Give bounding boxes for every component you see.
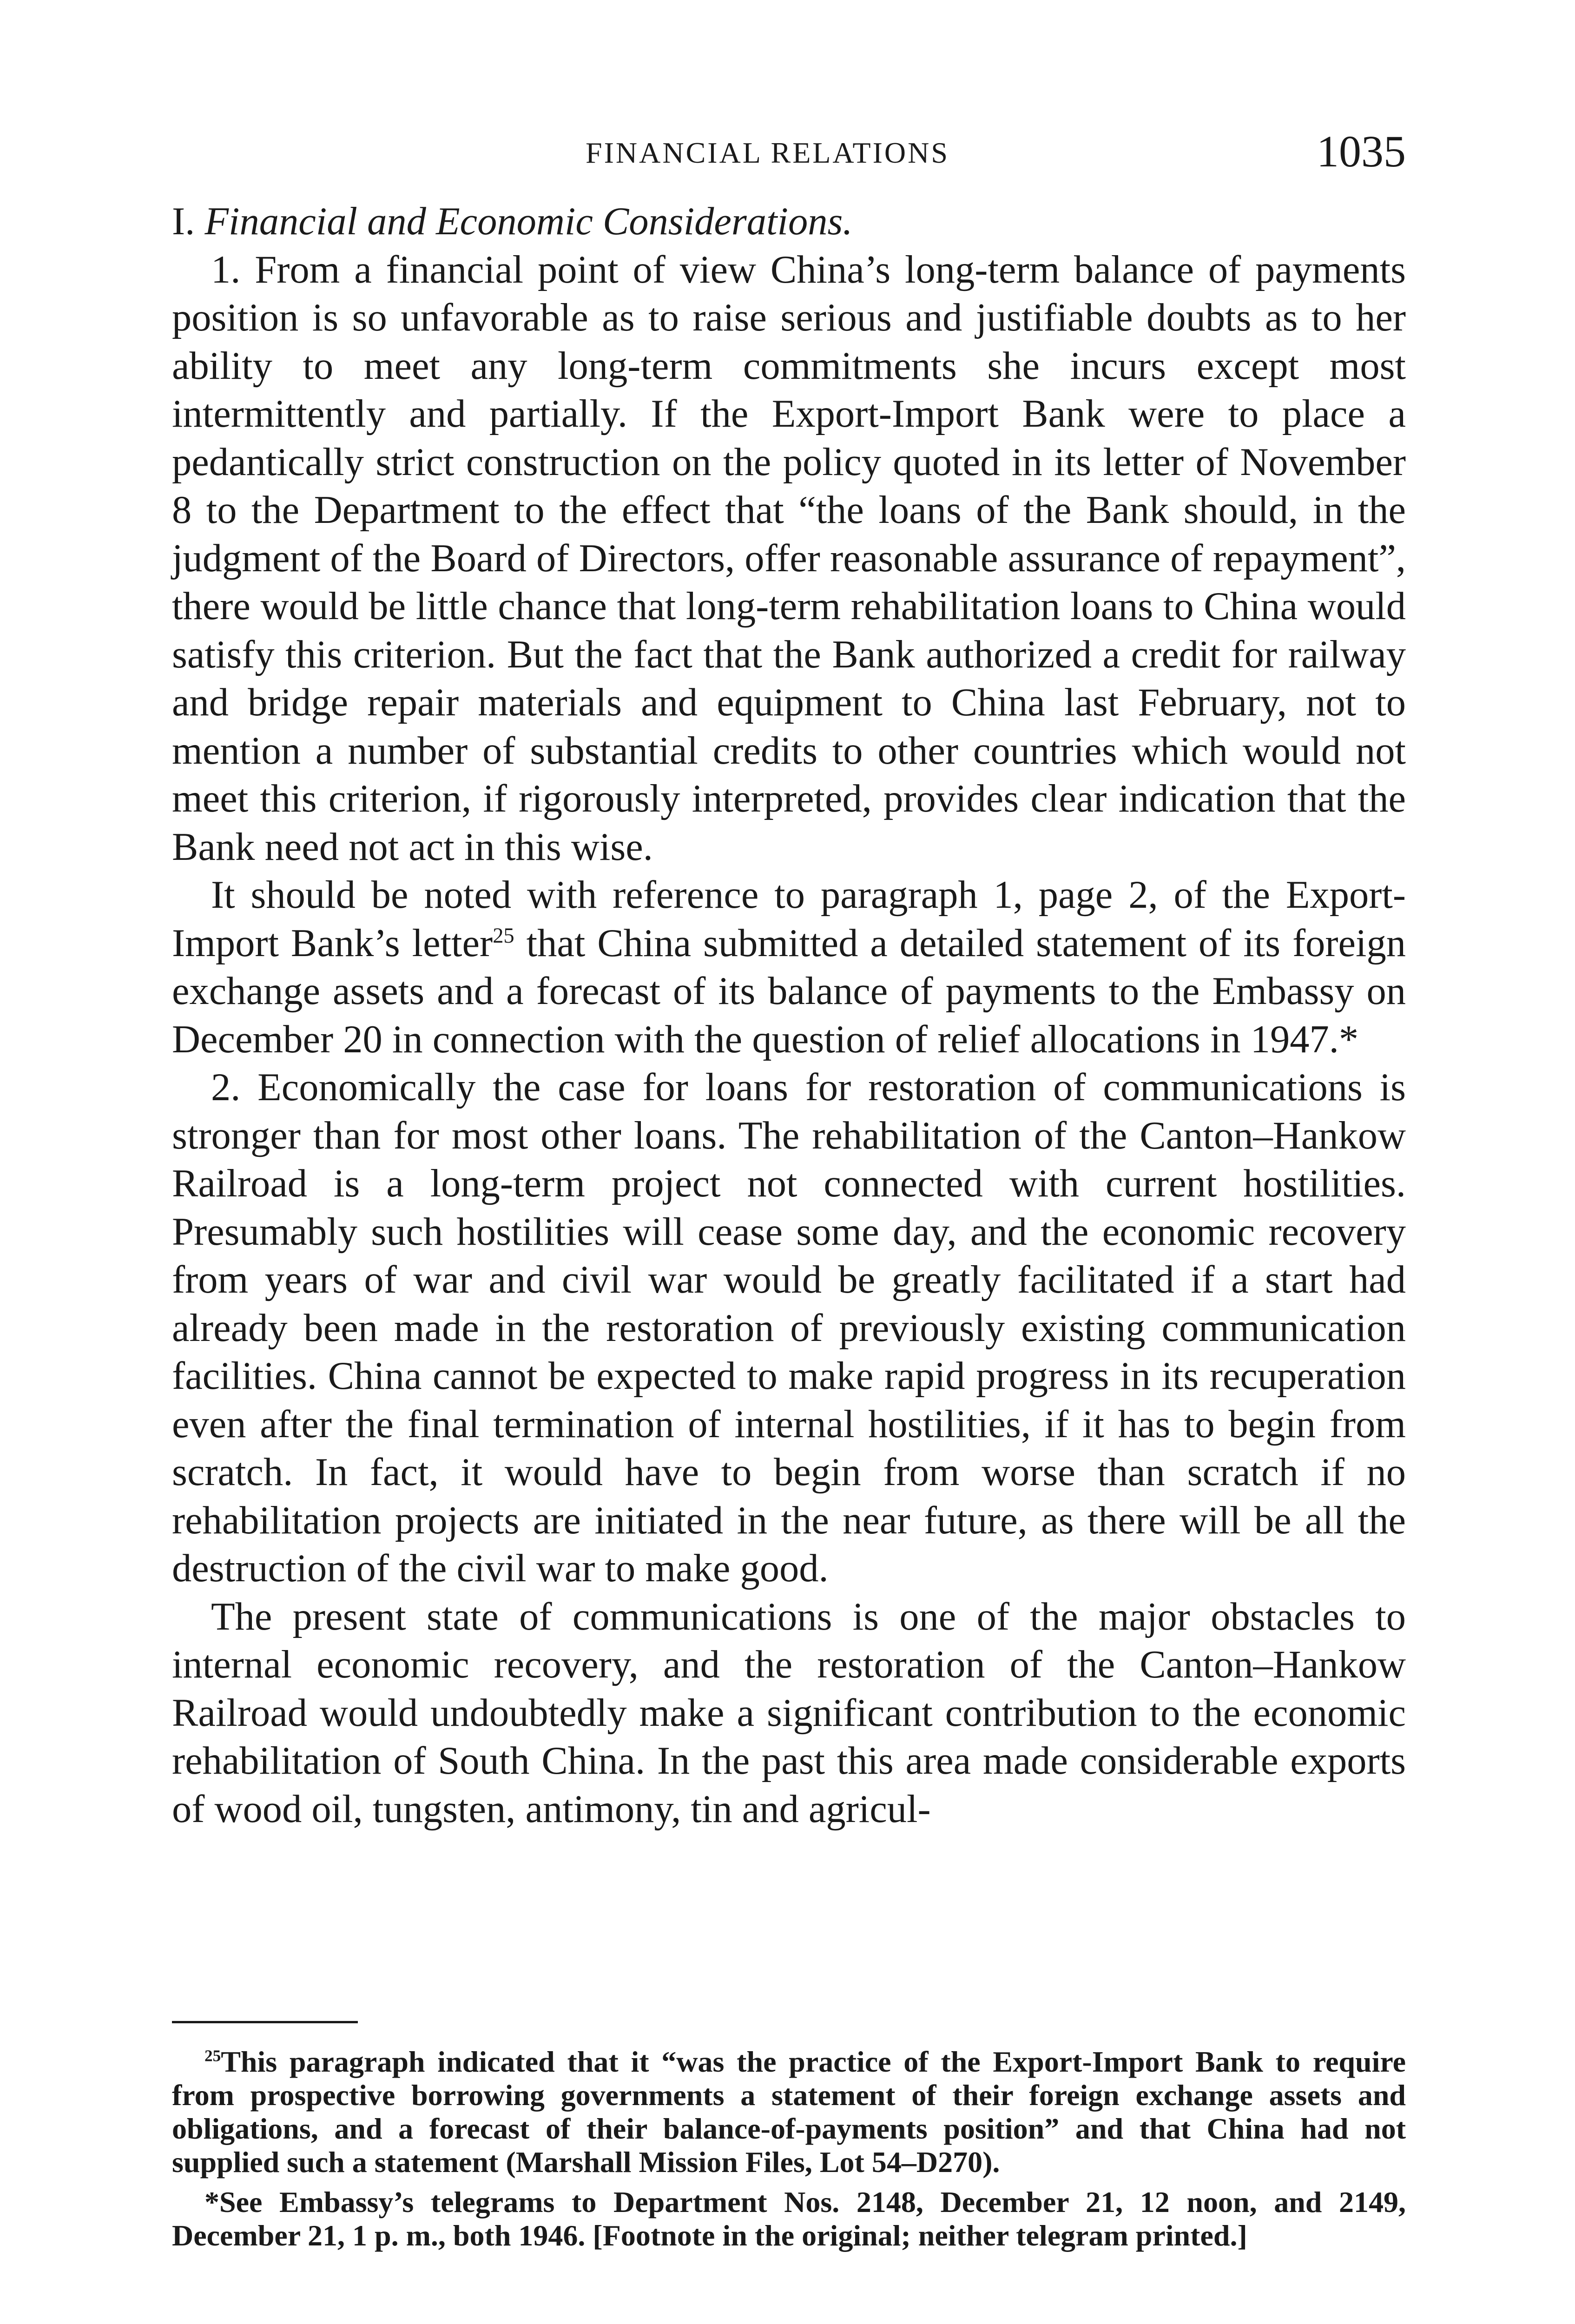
- paragraph-text-before-ref: It should be noted with reference to paragraph 1, page 2, of the Export-Import Bank’s letter: [172, 873, 1406, 965]
- section-heading: [172, 198, 1406, 246]
- running-title: FINANCIAL RELATIONS: [586, 136, 949, 169]
- footnote-25-text: This paragraph indicated that it “was the practice of the Export-Import Bank to require from prospective borrowing governments a statement of their foreign exchange assets and obligations, and a forecast of their balance-of-payments position” and that China had not supplied such a statement (Marshall Mission Files, Lot 54–D270).: [172, 2045, 1406, 2179]
- body-text: [172, 198, 1406, 1833]
- paragraph-text-after-ref: that China submitted a detailed statement of its foreign exchange assets and a forecast of its balance of payments to the Embassy on December 20 in connection with the question of relief allocations in 1947.*: [172, 921, 1406, 1061]
- paragraph-export-import-letter: [172, 871, 1406, 1063]
- section-number: I.: [172, 200, 195, 243]
- running-header: [172, 125, 1406, 177]
- footnote-separator-rule: [172, 2021, 358, 2023]
- footnote-marker-25: 25: [204, 2047, 221, 2065]
- section-title: Financial and Economic Considerations.: [204, 200, 853, 243]
- paragraph-communications: The present state of communications is one of the major obstacles to internal economic recovery, and the restoration of the Canton–Hankow Railroad would undoubtedly make a significant contribution to the economic rehabilitation of South China. In the past this area made considerable exports of wood oil, tungsten, antimony, tin and agricul-: [172, 1595, 1406, 1831]
- paragraph-financial: 1. From a financial point of view China’s long-term balance of payments position is so unfavorable as to raise serious and justifiable doubts as to her ability to meet any long-term commitments she incurs except most intermittently and partially. If the Export-Import Bank were to place a pedantically strict construction on the policy quoted in its letter of November 8 to the Department to the effect that “the loans of the Bank should, in the judgment of the Board of Directors, offer reasonable assurance of repayment”, there would be little chance that long-term rehabilitation loans to China would satisfy this criterion. But the fact that the Bank authorized a credit for railway and bridge repair materials and equipment to China last February, not to mention a number of substantial credits to other countries which would not meet this criterion, if rigorously interpreted, provides clear indication that the Bank need not act in this wise.: [172, 248, 1406, 869]
- footnotes: [172, 2045, 1406, 2259]
- footnote-25: [172, 2045, 1406, 2179]
- paragraph-economic: 2. Economically the case for loans for restoration of communications is stronger than for most other loans. The rehabilitation of the Canton–Hankow Railroad is a long-term project not connected with current hostilities. Presumably such hostilities will cease some day, and the economic recovery from years of war and civil war would be greatly facilitated if a start had already been made in the restoration of previously existing communication facilities. China cannot be expected to make rapid progress in its recuperation even after the final termination of internal hostilities, if it has to begin from scratch. In fact, it would have to begin from worse than scratch if no rehabilitation projects are initiated in the near future, as there will be all the destruction of the civil war to make good.: [172, 1066, 1406, 1590]
- footnote-reference-25: 25: [493, 924, 514, 948]
- page-number: 1035: [1317, 126, 1406, 176]
- footnote-star: *See Embassy’s telegrams to Department Nos. 2148, December 21, 12 noon, and 2149, December 21, 1 p. m., both 1946. [Footnote in the original; neither telegram printed.]: [172, 2185, 1406, 2252]
